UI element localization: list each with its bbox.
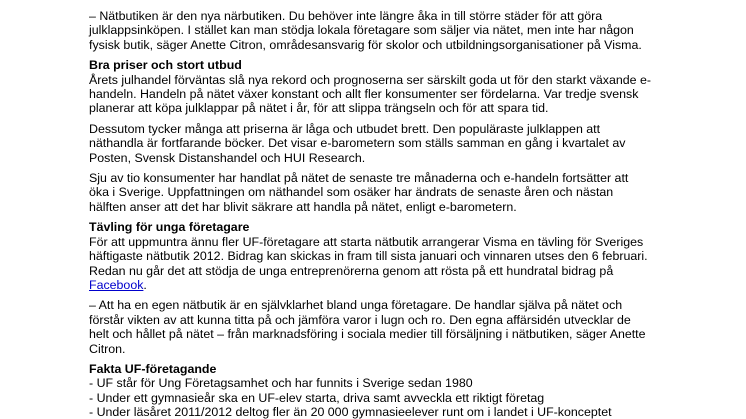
facebook-link[interactable]: Facebook bbox=[89, 277, 144, 292]
list-item: - Under läsåret 2011/2012 deltog fler än 20 000 gymnasieelever runt om i landet i UF-konceptet bbox=[89, 405, 612, 419]
text-line: planerar att köpa julklappar på nätet i år, för att slippa trängseln och för att spara tid. bbox=[89, 101, 549, 116]
paragraph-e-barometer bbox=[89, 171, 669, 214]
quote-paragraph-1 bbox=[89, 9, 669, 52]
heading-facts: Fakta UF-företagande bbox=[89, 361, 217, 376]
text-line: hälften anser att det har blivit säkrare att handla på nätet, enligt e-barometern. bbox=[89, 199, 517, 214]
list-item: - Under ett gymnasieår ska en UF-elev starta, driva samt avveckla ett riktigt företag bbox=[89, 390, 545, 405]
heading-competition: Tävling för unga företagare bbox=[89, 220, 250, 235]
text-line: Citron. bbox=[89, 341, 126, 356]
paragraph-prices-books bbox=[89, 122, 669, 165]
text-line: handeln. Handeln på nätet växer konstant och allt fler konsumenter ser fördelarna. Var tredje svensk bbox=[89, 87, 639, 102]
text-line: – Att ha en egen nätbutik är en självklarhet bland unga företagare. De handlar själva på nätet och bbox=[89, 298, 623, 313]
text-line: förstår vikten av att kunna titta på och jämföra varor i lugn och ro. Den egna affärsidén utvecklar de bbox=[89, 312, 631, 327]
text-line: julklappsinköpen. I stället kan man stödja lokala företagare som säljer via nätet, men inte har någon bbox=[89, 23, 634, 38]
paragraph-competition bbox=[89, 235, 669, 293]
text-line: För att uppmuntra ännu fler UF-företagare att starta nätbutik arrangerar Visma en tävling för Sveriges bbox=[89, 234, 644, 249]
facts-list bbox=[89, 376, 669, 419]
paragraph-holiday-trade bbox=[89, 73, 669, 116]
text-period: . bbox=[143, 277, 147, 292]
text-line: Posten, Svensk Distanshandel och HUI Research. bbox=[89, 150, 366, 165]
text-line: fysisk butik, säger Anette Citron, områdesansvarig för skolor och utbildningsorganisationer på Visma. bbox=[89, 37, 642, 52]
list-item: - UF står för Ung Företagsamhet och har funnits i Sverige sedan 1980 bbox=[89, 376, 473, 391]
text-line: näthandla är fortfarande böcker. Det visar e-barometern som ställs samman en gång i kvartalet av bbox=[89, 136, 626, 151]
article-body bbox=[89, 9, 669, 419]
text-line: öka i Sverige. Uppfattningen om näthandel som osäker har ändrats de senaste åren och nästan bbox=[89, 185, 614, 200]
text-line: Årets julhandel förväntas slå nya rekord och prognoserna ser särskilt goda ut för den starkt växande e- bbox=[89, 72, 652, 87]
text-line: Dessutom tycker många att priserna är låga och utbudet brett. Den populäraste julklappen att bbox=[89, 121, 601, 136]
text-line: helt och hållet på nätet – från marknadsföring i sociala medier till försäljning i nätbutiken, säger Anette bbox=[89, 327, 646, 342]
text-line: Sju av tio konsumenter har handlat på nätet de senaste tre månaderna och e-handeln fortsätter att bbox=[89, 171, 629, 186]
text-line-with-link bbox=[89, 278, 669, 292]
text-line: häftigaste nätbutik 2012. Bidrag kan skickas in fram till sista januari och vinnaren utses den 6 februari. bbox=[89, 249, 648, 264]
heading-prices: Bra priser och stort utbud bbox=[89, 58, 242, 73]
quote-paragraph-2 bbox=[89, 298, 669, 356]
text-line: – Nätbutiken är den nya närbutiken. Du behöver inte längre åka in till större städer för att göra bbox=[89, 9, 603, 23]
text-line: Redan nu går det att stödja de unga entreprenörerna genom att rösta på ett hundratal bidrag på bbox=[89, 263, 614, 278]
